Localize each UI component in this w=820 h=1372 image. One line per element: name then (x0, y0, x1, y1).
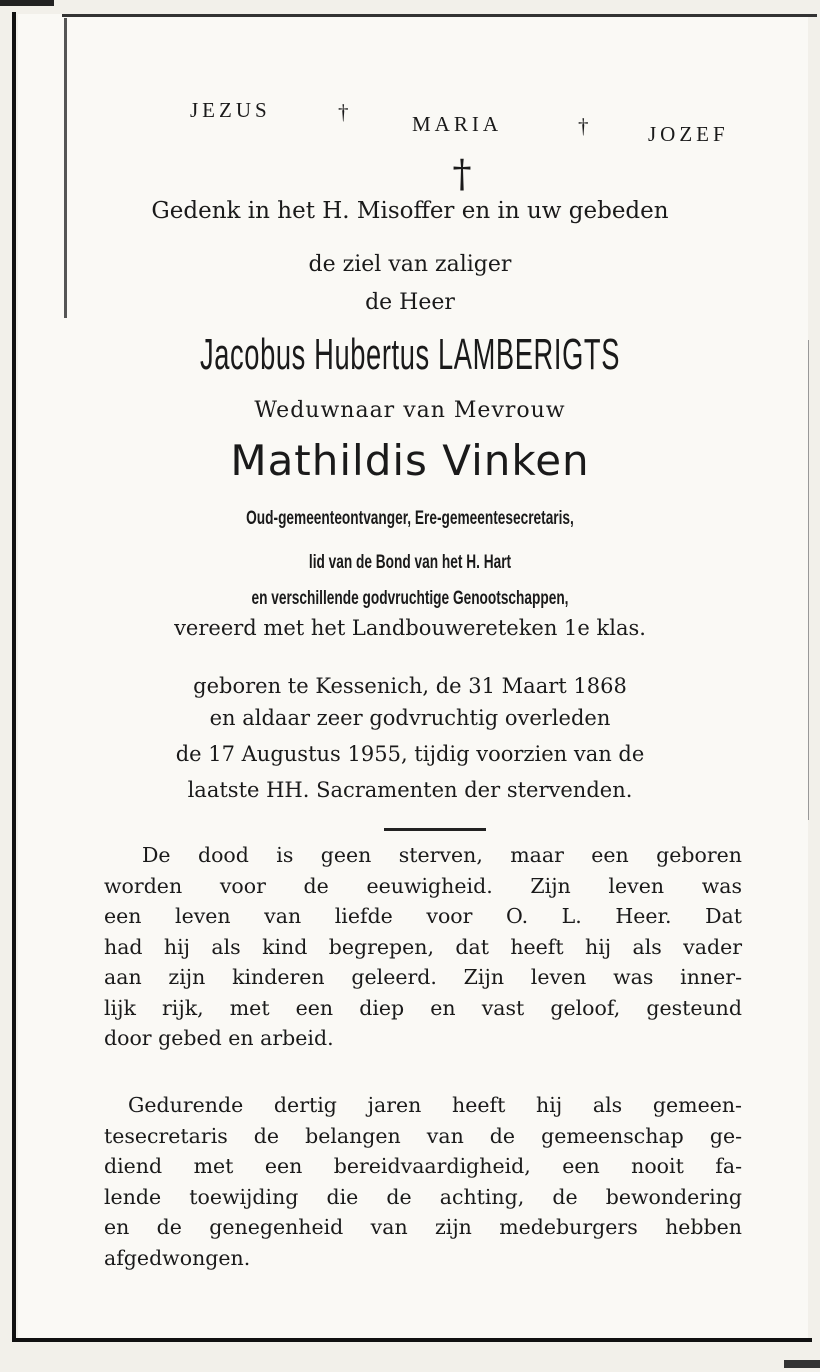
title-line-2: lid van de Bond van het H. Hart (308, 552, 512, 573)
intro-line-2: de ziel van zaliger (308, 252, 512, 277)
paragraph-line: een leven van liefde voor O. L. Heer. Dat (104, 904, 742, 928)
title-line-1: Oud-gemeenteontvanger, Ere-gemeentesecretaris, (246, 508, 574, 529)
paragraph-line: aan zijn kinderen geleerd. Zijn leven was inner- (104, 965, 742, 989)
paragraph-faith (104, 840, 742, 1054)
large-cross-icon: † (452, 152, 472, 196)
header-jezus: JEZUS (190, 98, 271, 122)
birth-line: geboren te Kessenich, de 31 Maart 1868 (193, 674, 627, 698)
card-border-top (62, 14, 817, 17)
paragraph-line: diend met een bereidvaardigheid, een nooit fa- (104, 1154, 742, 1178)
divider-rule (384, 828, 486, 831)
paragraph-service (104, 1090, 742, 1273)
intro-line-3: de Heer (365, 290, 455, 315)
paragraph-line: afgedwongen. (104, 1245, 251, 1270)
death-line-3: laatste HH. Sacramenten der stervenden. (187, 778, 633, 802)
header-maria: MARIA (412, 112, 503, 136)
cross-icon: † (578, 114, 589, 138)
cross-icon: † (338, 100, 349, 124)
paragraph-line: lende toewijding die de achting, de bewondering (104, 1184, 742, 1209)
death-line-1: en aldaar zeer godvruchtig overleden (209, 706, 611, 730)
title-line-3: en verschillende godvruchtige Genootschappen, (251, 588, 569, 609)
header-jozef: JOZEF (648, 122, 729, 146)
widower-line: Weduwnaar van Mevrouw (254, 398, 566, 423)
paragraph-line: en de genegenheid van zijn medeburgers hebben (104, 1215, 742, 1239)
card-border-bottom (12, 1338, 812, 1342)
paragraph-line: lijk rijk, met een diep en vast geloof, gesteund (104, 995, 742, 1020)
spouse-name: Mathildis Vinken (230, 436, 590, 485)
deceased-name: Jacobus Hubertus LAMBERIGTS (199, 330, 621, 379)
paragraph-line: tesecretaris de belangen van de gemeenschap ge- (104, 1123, 742, 1148)
paragraph-line: Gedurende dertig jaren heeft hij als gemeen- (128, 1093, 742, 1117)
paragraph-line: door gebed en arbeid. (104, 1026, 334, 1050)
paragraph-line: had hij als kind begrepen, dat heeft hij als vader (104, 934, 742, 959)
scan-edge-mark (0, 0, 54, 6)
holy-family-header (0, 98, 820, 146)
death-line-2: de 17 Augustus 1955, tijdig voorzien van de (175, 742, 645, 766)
intro-line-1: Gedenk in het H. Misoffer en in uw gebeden (151, 198, 669, 224)
paragraph-line: worden voor de eeuwigheid. Zijn leven was (104, 873, 742, 898)
scan-edge-mark (784, 1360, 820, 1368)
paragraph-line: De dood is geen sterven, maar een geboren (142, 843, 742, 867)
honor-line: vereerd met het Landbouwereteken 1e klas. (174, 616, 646, 640)
